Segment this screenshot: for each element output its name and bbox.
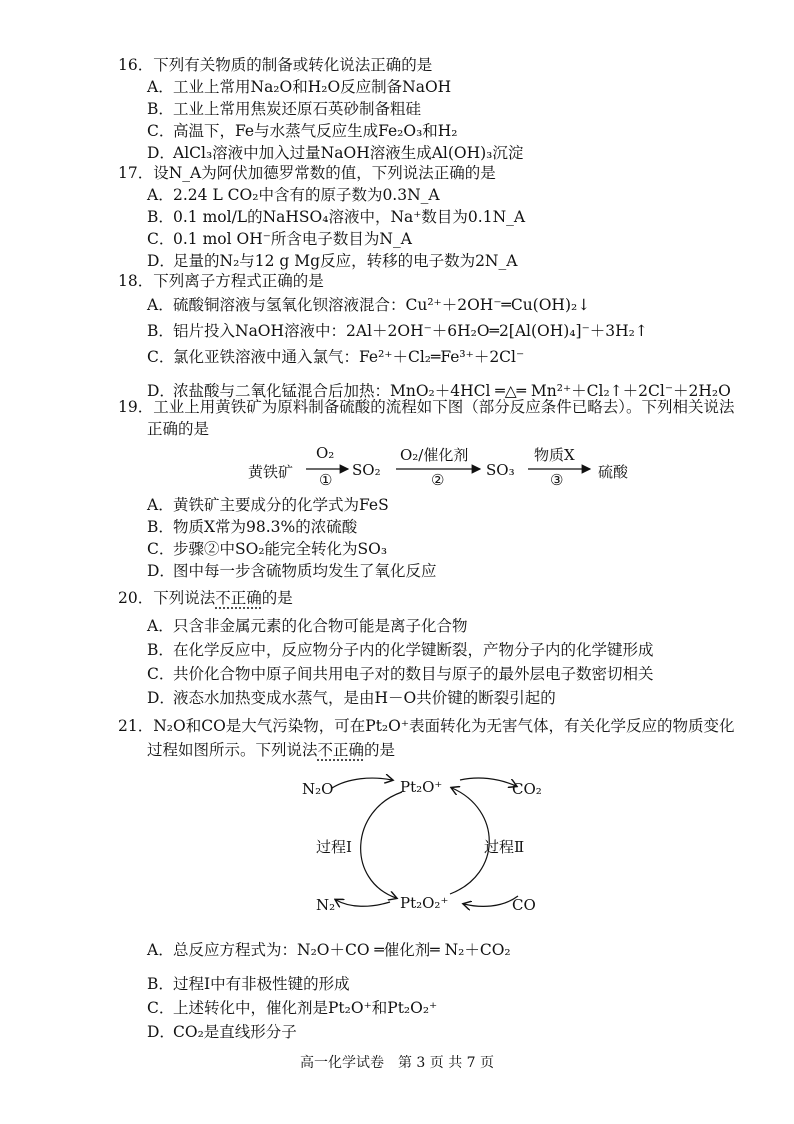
flow-mid-1: SO₂ xyxy=(352,461,381,479)
option-b: B．0.1 mol/L的NaHSO₄溶液中，Na⁺数目为0.1N_A xyxy=(147,208,526,226)
option-b: B．过程Ⅰ中有非极性键的形成 xyxy=(147,975,350,993)
question-17 xyxy=(118,162,525,272)
flow-arrow-1-top: O₂ xyxy=(316,444,335,462)
option-a: A．2.24 L CO₂中含有的原子数为0.3N_A xyxy=(147,186,440,204)
option-d: D．CO₂是直线形分子 xyxy=(147,1023,297,1041)
emphasis-text: 不正确 xyxy=(215,589,262,607)
question-18 xyxy=(118,270,731,404)
option-c: C．上述转化中，催化剂是Pt₂O⁺和Pt₂O₂⁺ xyxy=(147,999,438,1017)
flow-arrow-2-top: O₂/催化剂 xyxy=(400,446,469,464)
question-19 xyxy=(118,396,734,440)
flow-end: 硫酸 xyxy=(598,463,629,481)
question-stem: 19．工业上用黄铁矿为原料制备硫酸的流程如下图（部分反应条件已略去）。下列相关说法 xyxy=(118,398,735,416)
label-process-1: 过程Ⅰ xyxy=(316,838,352,856)
label-n2: N₂ xyxy=(316,896,336,914)
question-16 xyxy=(118,54,523,164)
flow-arrow-3-top: 物质X xyxy=(534,446,575,464)
option-d: D．液态水加热变成水蒸气，是由H－O共价键的断裂引起的 xyxy=(147,689,556,707)
process-flow xyxy=(248,444,648,497)
option-d: D．浓盐酸与二氧化锰混合后加热：MnO₂＋4HCl ═△═ Mn²⁺＋Cl₂↑＋2Cl⁻＋2H₂O xyxy=(147,382,731,400)
question-stem: 21．N₂O和CO是大气污染物，可在Pt₂O⁺表面转化为无害气体，有关化学反应的物质变化 xyxy=(118,717,735,735)
flow-arrow-3-bottom: ③ xyxy=(550,471,564,489)
option-b: B．在化学反应中，反应物分子内的化学键断裂，产物分子内的化学键形成 xyxy=(147,641,654,659)
label-co: CO xyxy=(512,896,536,914)
arrow-to-co2 xyxy=(460,778,516,786)
label-pt2o: Pt₂O⁺ xyxy=(400,778,443,796)
option-c: C．共价化合物中原子间共用电子对的数目与原子的最外层电子数密切相关 xyxy=(147,665,654,683)
option-a: A．只含非金属元素的化合物可能是离子化合物 xyxy=(147,617,468,635)
flow-mid-2: SO₃ xyxy=(486,461,515,479)
option-c: C．氯化亚铁溶液中通入氯气：Fe²⁺＋Cl₂═Fe³⁺＋2Cl⁻ xyxy=(147,348,525,366)
label-co2: CO₂ xyxy=(512,780,542,798)
question-stem: 18．下列离子方程式正确的是 xyxy=(118,272,324,290)
question-20 xyxy=(118,586,654,710)
option-d: D．图中每一步含硫物质均发生了氧化反应 xyxy=(147,562,437,580)
flow-arrow-2-bottom: ② xyxy=(431,471,445,489)
flow-arrow-1-bottom: ① xyxy=(319,471,333,489)
option-b: B．工业上常用焦炭还原石英砂制备粗硅 xyxy=(147,100,422,118)
question-19-options xyxy=(118,494,437,582)
option-a: A．黄铁矿主要成分的化学式为FeS xyxy=(147,496,389,514)
arrow-to-n2 xyxy=(336,900,390,906)
option-c: C．0.1 mol OH⁻所含电子数目为N_A xyxy=(147,230,412,248)
question-21 xyxy=(118,714,735,762)
question-stem: 16．下列有关物质的制备或转化说法正确的是 xyxy=(118,56,433,74)
emphasis-text: 不正确 xyxy=(317,741,365,759)
arrow-pt2o-to-pt2o2 xyxy=(361,792,402,898)
flow-start: 黄铁矿 xyxy=(248,463,294,481)
option-b: B．铝片投入NaOH溶液中：2Al＋2OH⁻＋6H₂O═2[Al(OH)₄]⁻＋3H₂↑ xyxy=(147,322,648,340)
arrow-co-to-pt2o2 xyxy=(464,896,518,906)
label-n2o: N₂O xyxy=(302,780,334,798)
label-pt2o2: Pt₂O₂⁺ xyxy=(400,894,449,912)
question-stem-continued: 正确的是 xyxy=(147,420,210,438)
arrow-n2o-to-pt2o xyxy=(332,778,392,788)
option-b: B．物质X常为98.3%的浓硫酸 xyxy=(147,518,358,536)
question-stem: 17．设N_A为阿伏加德罗常数的值，下列说法正确的是 xyxy=(118,164,496,182)
page-footer: 高一化学试卷 第 3 页 共 7 页 xyxy=(299,1055,495,1071)
question-stem: 20．下列说法不正确的是 xyxy=(118,589,293,607)
option-a: A．总反应方程式为：N₂O＋CO ═催化剂═ N₂＋CO₂ xyxy=(147,941,511,959)
option-d: D．AlCl₃溶液中加入过量NaOH溶液生成Al(OH)₃沉淀 xyxy=(147,144,524,162)
question-21-options xyxy=(118,938,511,1044)
option-d: D．足量的N₂与12 g Mg反应，转移的电子数为2N_A xyxy=(147,252,518,270)
question-stem-continued: 过程如图所示。下列说法不正确的是 xyxy=(147,741,396,759)
option-c: C．步骤②中SO₂能完全转化为SO₃ xyxy=(147,540,388,558)
label-process-2: 过程Ⅱ xyxy=(484,838,525,856)
option-a: A．硫酸铜溶液与氢氧化钡溶液混合：Cu²⁺＋2OH⁻═Cu(OH)₂↓ xyxy=(147,296,591,314)
option-a: A．工业上常用Na₂O和H₂O反应制备NaOH xyxy=(147,78,452,96)
option-c: C．高温下，Fe与水蒸气反应生成Fe₂O₃和H₂ xyxy=(147,122,458,140)
